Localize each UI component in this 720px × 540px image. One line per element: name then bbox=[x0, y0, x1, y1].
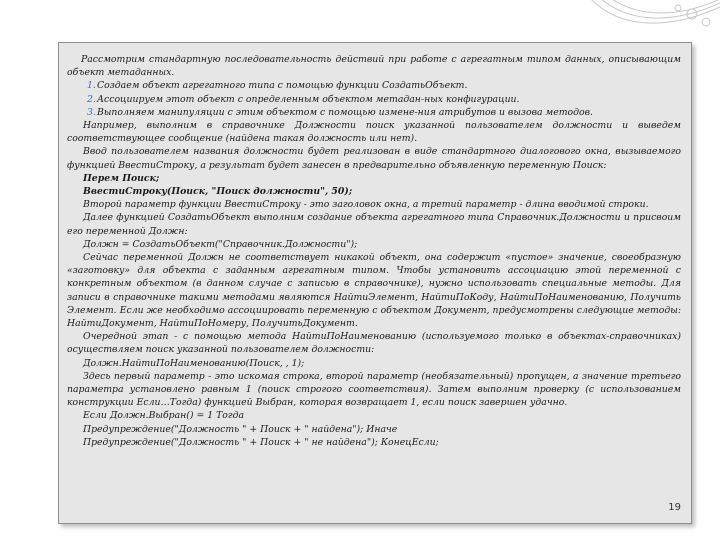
corner-decoration bbox=[580, 0, 720, 40]
code-line: Если Должн.Выбран() = 1 Тогда bbox=[83, 410, 245, 422]
paragraph: Например, выполним в справочнике Должности поиск указанной пользователем должности и выведем соответствующее сообщение (найдена такая должность или нет). bbox=[67, 120, 681, 145]
list-item-text: Создаем объект агрегатного типа с помощью функции СоздатьОбъект. bbox=[97, 80, 468, 92]
code-line: Предупреждение("Должность " + Поиск + " не найдена"); КонецЕсли; bbox=[83, 436, 439, 448]
list-item bbox=[67, 93, 681, 106]
code-line: Должн.НайтиПоНаименованию(Поиск, , 1); bbox=[83, 357, 305, 369]
paragraph: Второй параметр функции ВвестиСтроку - это заголовок окна, а третий параметр - длина вводимой строки. bbox=[83, 199, 649, 211]
code-line: Предупреждение("Должность " + Поиск + " найдена"); Иначе bbox=[83, 423, 398, 435]
page-number: 19 bbox=[668, 502, 681, 513]
code-line: ВвестиСтроку(Поиск, "Поиск должности", 50); bbox=[83, 186, 353, 198]
paragraph: Ввод пользователем названия должности будет реализован в виде стандартного диалогового окна, вызываемого функцией ВвестиСтроку, а результат будет занесен в предварительно объявленную переменную Поиск: bbox=[67, 146, 681, 171]
list-item-text: Выполняем манипуляции с этим объектом с помощью изменe-ния атрибутов и вызова методов. bbox=[97, 106, 593, 118]
list-item-text: Ассоциируем этот объект с определенным объектом метадан-ных конфигурации. bbox=[97, 93, 520, 105]
list-item bbox=[67, 79, 681, 92]
content-panel bbox=[58, 42, 692, 524]
paragraph: Здесь первый параметр - это искомая строка, второй параметр (необязательный) пропущен, а значение третьего параметра установлено равным 1 (поиск строгого соответствия). Затем выполним проверку (с использованием конструкции Если…Тогда) функцией Выбран, которая возвращает 1, если поиск завершен удачно. bbox=[67, 370, 681, 409]
list-number: 2. bbox=[87, 93, 96, 105]
list-number: 3. bbox=[87, 106, 96, 118]
code-line: Должн = СоздатьОбъект("Справочник.Должности"); bbox=[83, 238, 358, 250]
document-text bbox=[67, 53, 681, 449]
paragraph: Сейчас переменной Должн не соответствует никакой объект, она содержит «пустое» значение, своеобразную «заготовку» для объекта с заданным агрегатным типом. Чтобы установить ассоциацию этой переменной с конкретным объектом (в данном случае с записью в справочнике), нужно использовать специальные методы. Для записи в справочнике такими методами являются НайтиЭлемент, НайтиПоКоду, НайтиПоНаименованию, Получить Элемент. Если же необходимо ассоциировать переменную с объектом Документ, предусмотрены следующие методы: НайтиДокумент, НайтиПоНомеру, ПолучитьДокумент. bbox=[67, 252, 681, 330]
code-line: Перем Поиск; bbox=[83, 172, 160, 184]
paragraph: Очередной этап - с помощью метода НайтиПоНаименованию (используемого только в объектах-справочниках) осуществляем поиск указанной пользователем должности: bbox=[67, 331, 681, 356]
paragraph: Далее функцией СоздатьОбъект выполним создание объекта агрегатного типа Справочник.Должности и присвоим его переменной Должн: bbox=[67, 212, 681, 237]
list-item bbox=[67, 106, 681, 119]
list-number: 1. bbox=[87, 80, 96, 92]
intro-paragraph: Рассмотрим стандартную последовательность действий при работе с агрегатным типом данных, описывающим объект метаданных. bbox=[67, 54, 681, 79]
